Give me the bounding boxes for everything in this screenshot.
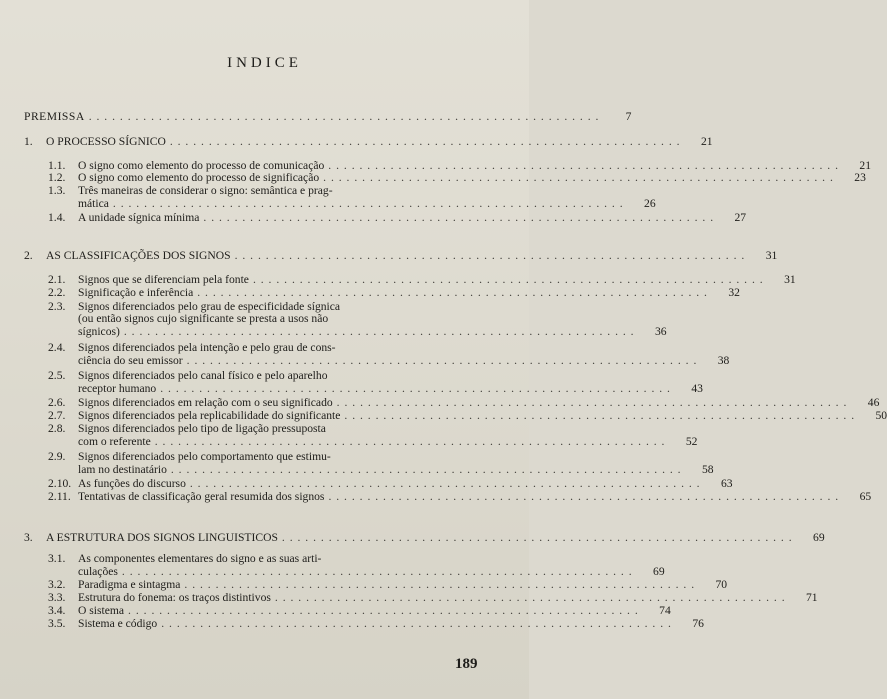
dot-leader: . . . . . . . . . . . . . . . . . . . . . . . . . . . . . . . . . . . . . . . . . . . . . . . . . . . . . . . . . . . . . . . . . . bbox=[161, 617, 672, 630]
entry-text: Paradigma e sintagma bbox=[78, 578, 181, 591]
entry-number: 1.1. bbox=[48, 159, 66, 172]
entry-text: Signos diferenciados pela intenção e pelo grau de cons- bbox=[78, 341, 336, 354]
entry-text: lam no destinatário bbox=[78, 463, 167, 476]
dot-leader: . . . . . . . . . . . . . . . . . . . . . . . . . . . . . . . . . . . . . . . . . . . . . . . . . . . . . . . . . . . . . . . . . . bbox=[197, 286, 708, 299]
entry-text: Signos diferenciados em relação com o seu significado bbox=[78, 396, 333, 409]
dot-leader: . . . . . . . . . . . . . . . . . . . . . . . . . . . . . . . . . . . . . . . . . . . . . . . . . . . . . . . . . . . . . . . . . . bbox=[203, 211, 715, 224]
toc-page: 31 bbox=[784, 273, 796, 286]
entry-text: O signo como elemento do processo de comunicação bbox=[78, 159, 325, 172]
entry-text: Signos diferenciados pelo comportamento que estimu- bbox=[78, 450, 331, 463]
entry-number: 2.7. bbox=[48, 409, 66, 422]
page-title: INDICE bbox=[227, 55, 302, 71]
entry-number: 2.11. bbox=[48, 490, 71, 503]
toc-page: 76 bbox=[692, 617, 704, 630]
toc-entry bbox=[24, 578, 728, 591]
toc-entry bbox=[24, 409, 887, 422]
toc-entry bbox=[24, 171, 866, 184]
toc-page: 21 bbox=[859, 159, 871, 172]
entry-text: Signos diferenciados pelo grau de especificidade sígnica bbox=[78, 300, 341, 313]
toc-entry-continuation bbox=[24, 565, 665, 578]
entry-number: 1.3. bbox=[48, 184, 66, 197]
entry-number: 3.4. bbox=[48, 604, 66, 617]
toc-entry bbox=[24, 617, 704, 630]
toc-entry bbox=[24, 591, 818, 604]
toc-page: 71 bbox=[806, 591, 818, 604]
toc-entry bbox=[24, 286, 740, 299]
toc-entry-continuation bbox=[24, 435, 698, 448]
toc-entry bbox=[24, 553, 492, 565]
entry-number: 2.4. bbox=[48, 341, 66, 354]
dot-leader: . . . . . . . . . . . . . . . . . . . . . . . . . . . . . . . . . . . . . . . . . . . . . . . . . . . . . . . . . . . . . . . . . . bbox=[344, 409, 856, 422]
entry-text: Tentativas de classificação geral resumida dos signos bbox=[78, 490, 325, 503]
toc-entry-continuation bbox=[24, 463, 714, 476]
dot-leader: . . . . . . . . . . . . . . . . . . . . . . . . . . . . . . . . . . . . . . . . . . . . . . . . . . . . . . . . . . . . . . . . . . bbox=[170, 463, 682, 476]
dot-leader: . . . . . . . . . . . . . . . . . . . . . . . . . . . . . . . . . . . . . . . . . . . . . . . . . . . . . . . . . . . . . . . . . . bbox=[169, 135, 681, 148]
toc-entry bbox=[24, 342, 492, 354]
entry-text: Três maneiras de considerar o signo: semântica e prag- bbox=[78, 184, 333, 197]
toc-entry bbox=[24, 604, 671, 617]
entry-text: Sistema e código bbox=[78, 617, 158, 630]
entry-text: Signos diferenciados pela replicabilidade do significante bbox=[78, 409, 341, 422]
entry-text: (ou então signos cujo significante se presta a usos não bbox=[78, 312, 329, 325]
dot-leader: . . . . . . . . . . . . . . . . . . . . . . . . . . . . . . . . . . . . . . . . . . . . . . . . . . . . . . . . . . . . . . . . . . bbox=[234, 249, 746, 262]
entry-number: 2.2. bbox=[48, 286, 66, 299]
entry-text: As funções do discurso bbox=[78, 477, 186, 490]
toc-entry-continuation bbox=[24, 313, 492, 325]
toc-entry bbox=[24, 396, 880, 409]
toc-entry bbox=[24, 451, 492, 463]
dot-leader: . . . . . . . . . . . . . . . . . . . . . . . . . . . . . . . . . . . . . . . . . . . . . . . . . . . . . . . . . . . . . . . . . . bbox=[121, 565, 633, 578]
toc-entry bbox=[24, 490, 872, 503]
toc-entry-premissa bbox=[24, 110, 632, 123]
dot-leader: . . . . . . . . . . . . . . . . . . . . . . . . . . . . . . . . . . . . . . . . . . . . . . . . . . . . . . . . . . . . . . . . . . bbox=[281, 531, 793, 544]
entry-text: mática bbox=[78, 197, 109, 210]
toc-entry-continuation bbox=[24, 354, 730, 367]
section-title: A ESTRUTURA DOS SIGNOS LINGUISTICOS bbox=[46, 531, 278, 544]
section-number: 2. bbox=[24, 249, 33, 262]
entry-number: 2.9. bbox=[48, 450, 66, 463]
entry-text: ciência do seu emissor bbox=[78, 354, 183, 367]
toc-page: 31 bbox=[765, 249, 778, 262]
section-number: 3. bbox=[24, 531, 33, 544]
toc-page: 27 bbox=[734, 211, 747, 224]
toc-page: 69 bbox=[653, 565, 665, 578]
entry-number: 1.4. bbox=[48, 211, 66, 224]
toc-page: 65 bbox=[859, 490, 872, 503]
dot-leader: . . . . . . . . . . . . . . . . . . . . . . . . . . . . . . . . . . . . . . . . . . . . . . . . . . . . . . . . . . . . . . . . . . bbox=[123, 325, 635, 338]
dot-leader: . . . . . . . . . . . . . . . . . . . . . . . . . . . . . . . . . . . . . . . . . . . . . . . . . . . . . . . . . . . . . . . . . . bbox=[154, 435, 666, 448]
section-title: O PROCESSO SÍGNICO bbox=[46, 135, 166, 148]
entry-text: sígnicos) bbox=[78, 325, 120, 338]
dot-leader: . . . . . . . . . . . . . . . . . . . . . . . . . . . . . . . . . . . . . . . . . . . . . . . . . . . . . . . . . . . . . . . . . . bbox=[189, 477, 701, 490]
entry-text: receptor humano bbox=[78, 382, 157, 395]
toc-entry bbox=[24, 370, 492, 382]
dot-leader: . . . . . . . . . . . . . . . . . . . . . . . . . . . . . . . . . . . . . . . . . . . . . . . . . . . . . . . . . . . . . . . . . . bbox=[186, 354, 698, 367]
toc-page: 38 bbox=[717, 354, 730, 367]
toc-page: 32 bbox=[728, 286, 740, 299]
entry-text: culações bbox=[78, 565, 118, 578]
toc-section-3 bbox=[24, 531, 825, 544]
entry-number: 3.1. bbox=[48, 552, 66, 565]
entry-number: 2.10. bbox=[48, 477, 72, 490]
dot-leader: . . . . . . . . . . . . . . . . . . . . . . . . . . . . . . . . . . . . . . . . . . . . . . . . . . . . . . . . . . . . . . . . . . bbox=[328, 159, 839, 172]
entry-text: Estrutura do fonema: os traços distintivos bbox=[78, 591, 271, 604]
page-number: 189 bbox=[455, 656, 478, 672]
section-number: 1. bbox=[24, 135, 33, 148]
toc-page: 58 bbox=[701, 463, 714, 476]
toc-page: 74 bbox=[659, 604, 671, 617]
entry-text: As componentes elementares do signo e as suas arti- bbox=[78, 552, 322, 565]
toc-page: 21 bbox=[700, 135, 713, 148]
toc-page: 36 bbox=[654, 325, 667, 338]
dot-leader: . . . . . . . . . . . . . . . . . . . . . . . . . . . . . . . . . . . . . . . . . . . . . . . . . . . . . . . . . . . . . . . . . . bbox=[252, 273, 764, 286]
entry-number: 2.5. bbox=[48, 369, 66, 382]
dot-leader: . . . . . . . . . . . . . . . . . . . . . . . . . . . . . . . . . . . . . . . . . . . . . . . . . . . . . . . . . . . . . . . . . . bbox=[112, 197, 624, 210]
toc-entry-continuation bbox=[24, 197, 656, 210]
dot-leader: . . . . . . . . . . . . . . . . . . . . . . . . . . . . . . . . . . . . . . . . . . . . . . . . . . . . . . . . . . . . . . . . . . bbox=[88, 110, 600, 123]
toc-entry-continuation bbox=[24, 325, 667, 338]
entry-number: 3.5. bbox=[48, 617, 66, 630]
toc-page: 52 bbox=[685, 435, 698, 448]
entry-text: Signos que se diferenciam pela fonte bbox=[78, 273, 249, 286]
toc-entry-continuation bbox=[24, 382, 703, 395]
toc-page: 43 bbox=[691, 382, 703, 395]
entry-text: O signo como elemento do processo de significação bbox=[78, 171, 320, 184]
dot-leader: . . . . . . . . . . . . . . . . . . . . . . . . . . . . . . . . . . . . . . . . . . . . . . . . . . . . . . . . . . . . . . . . . . bbox=[160, 382, 671, 395]
dot-leader: . . . . . . . . . . . . . . . . . . . . . . . . . . . . . . . . . . . . . . . . . . . . . . . . . . . . . . . . . . . . . . . . . . bbox=[128, 604, 639, 617]
dot-leader: . . . . . . . . . . . . . . . . . . . . . . . . . . . . . . . . . . . . . . . . . . . . . . . . . . . . . . . . . . . . . . . . . . bbox=[336, 396, 848, 409]
entry-number: 2.8. bbox=[48, 422, 66, 435]
toc-page: 63 bbox=[720, 477, 733, 490]
toc-entry bbox=[24, 211, 747, 224]
toc-page: 46 bbox=[867, 396, 880, 409]
entry-text: A unidade sígnica mínima bbox=[78, 211, 200, 224]
entry-number: 2.6. bbox=[48, 396, 66, 409]
toc-section-1 bbox=[24, 135, 713, 148]
section-title: AS CLASSIFICAÇÕES DOS SIGNOS bbox=[46, 249, 231, 262]
entry-number: 3.2. bbox=[48, 578, 66, 591]
entry-number: 1.2. bbox=[48, 171, 66, 184]
toc-entry bbox=[24, 423, 492, 435]
entry-number: 2.1. bbox=[48, 273, 66, 286]
toc-page: 50 bbox=[875, 409, 887, 422]
entry-text: Signos diferenciados pelo tipo de ligação pressuposta bbox=[78, 422, 326, 435]
entry-text: Signos diferenciados pelo canal físico e pelo aparelho bbox=[78, 369, 328, 382]
toc-entry bbox=[24, 477, 733, 490]
toc-page: 7 bbox=[625, 110, 632, 123]
toc-page: 69 bbox=[813, 531, 825, 544]
entry-text: Significação e inferência bbox=[78, 286, 194, 299]
dot-leader: . . . . . . . . . . . . . . . . . . . . . . . . . . . . . . . . . . . . . . . . . . . . . . . . . . . . . . . . . . . . . . . . . . bbox=[323, 171, 834, 184]
toc-page: 26 bbox=[644, 197, 656, 210]
dot-leader: . . . . . . . . . . . . . . . . . . . . . . . . . . . . . . . . . . . . . . . . . . . . . . . . . . . . . . . . . . . . . . . . . . bbox=[328, 490, 840, 503]
toc-entry bbox=[24, 185, 492, 197]
toc-section-2 bbox=[24, 249, 778, 262]
dot-leader: . . . . . . . . . . . . . . . . . . . . . . . . . . . . . . . . . . . . . . . . . . . . . . . . . . . . . . . . . . . . . . . . . . bbox=[184, 578, 696, 591]
entry-text: com o referente bbox=[78, 435, 151, 448]
toc-entry-text: PREMISSA bbox=[24, 110, 85, 123]
toc-page: 70 bbox=[715, 578, 728, 591]
toc-entry bbox=[24, 273, 796, 286]
entry-text: O sistema bbox=[78, 604, 125, 617]
entry-number: 3.3. bbox=[48, 591, 66, 604]
toc-page: 23 bbox=[854, 171, 866, 184]
entry-number: 2.3. bbox=[48, 300, 66, 313]
dot-leader: . . . . . . . . . . . . . . . . . . . . . . . . . . . . . . . . . . . . . . . . . . . . . . . . . . . . . . . . . . . . . . . . . . bbox=[274, 591, 786, 604]
